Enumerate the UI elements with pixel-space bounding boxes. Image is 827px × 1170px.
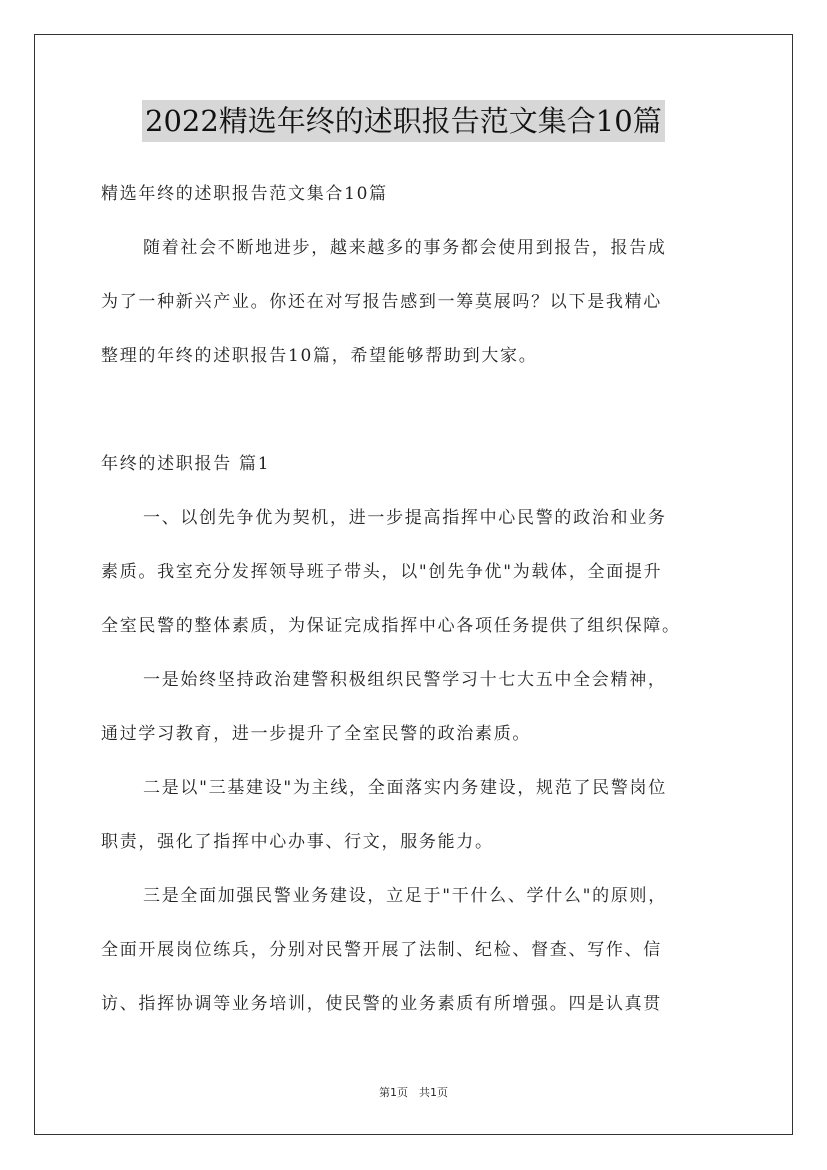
intro-line-1: 随着社会不断地进步，越来越多的事务都会使用到报告，报告成 [143, 238, 667, 258]
body-line-4: 一是始终坚持政治建警积极组织民警学习十七大五中全会精神， [143, 670, 667, 690]
intro-line-3: 整理的年终的述职报告10篇，希望能够帮助到大家。 [101, 346, 538, 366]
body-line-1: 一、以创先争优为契机，进一步提高指挥中心民警的政治和业务 [143, 508, 667, 528]
body-line-8: 三是全面加强民警业务建设，立足于"干什么、学什么"的原则， [143, 886, 667, 906]
intro-line-2: 为了一种新兴产业。你还在对写报告感到一筹莫展吗？以下是我精心 [101, 292, 662, 312]
body-line-6: 二是以"三基建设"为主线，全面落实内务建设，规范了民警岗位 [143, 778, 667, 798]
document-title: 2022精选年终的述职报告范文集合10篇 [142, 100, 665, 142]
section-heading: 年终的述职报告 篇1 [101, 454, 271, 474]
body-line-3: 全室民警的整体素质，为保证完成指挥中心各项任务提供了组织保障。 [101, 616, 681, 636]
body-line-9: 全面开展岗位练兵，分别对民警开展了法制、纪检、督查、写作、信 [101, 940, 662, 960]
body-line-5: 通过学习教育，进一步提升了全室民警的政治素质。 [101, 724, 532, 744]
body-line-7: 职责，强化了指挥中心办事、行文，服务能力。 [101, 832, 494, 852]
body-line-10: 访、指挥协调等业务培训，使民警的业务素质有所增强。四是认真贯 [101, 994, 662, 1014]
body-line-2: 素质。我室充分发挥领导班子带头，以"创先争优"为载体，全面提升 [101, 562, 663, 582]
document-subtitle: 精选年终的述职报告范文集合10篇 [101, 184, 388, 204]
page-footer: 第1页 共1页 [379, 1086, 448, 1099]
